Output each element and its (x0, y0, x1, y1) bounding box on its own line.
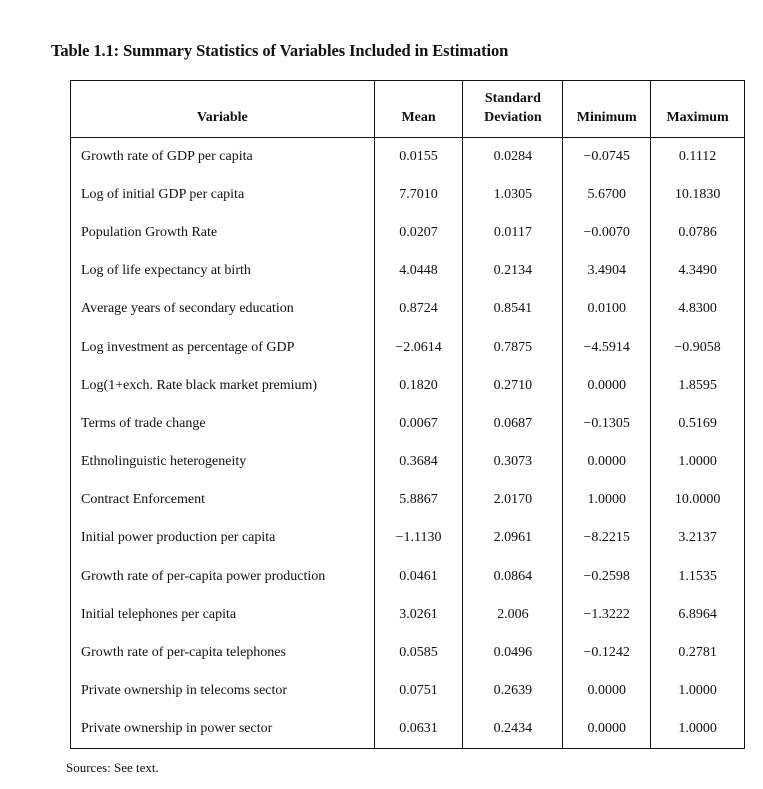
std-dev-cell: 0.0864 (463, 558, 563, 596)
mean-cell: 0.0461 (374, 558, 463, 596)
std-dev-cell: 0.2134 (463, 252, 563, 290)
variable-cell: Log investment as percentage of GDP (71, 328, 375, 366)
variable-cell: Private ownership in power sector (71, 710, 375, 748)
mean-cell: 0.0155 (374, 138, 463, 176)
maximum-cell: 1.0000 (651, 672, 745, 710)
table-row (71, 214, 745, 252)
std-dev-cell: 0.7875 (463, 328, 563, 366)
std-dev-cell: 0.8541 (463, 290, 563, 328)
table-row (71, 290, 745, 328)
variable-cell: Private ownership in telecoms sector (71, 672, 375, 710)
variable-cell: Log of life expectancy at birth (71, 252, 375, 290)
maximum-cell: 0.2781 (651, 634, 745, 672)
std-dev-cell: 0.0117 (463, 214, 563, 252)
maximum-cell: 3.2137 (651, 519, 745, 557)
variable-cell: Growth rate of GDP per capita (71, 138, 375, 176)
mean-cell: 0.0067 (374, 405, 463, 443)
mean-cell: 4.0448 (374, 252, 463, 290)
std-dev-cell: 2.0170 (463, 481, 563, 519)
table-row (71, 519, 745, 557)
maximum-cell: 4.8300 (651, 290, 745, 328)
mean-cell: 0.1820 (374, 367, 463, 405)
maximum-cell: 0.1112 (651, 138, 745, 176)
std-dev-cell: 0.0496 (463, 634, 563, 672)
minimum-cell: −1.3222 (563, 596, 651, 634)
table-row (71, 176, 745, 214)
minimum-cell: 0.0000 (563, 367, 651, 405)
std-dev-cell: 0.2639 (463, 672, 563, 710)
variable-cell: Contract Enforcement (71, 481, 375, 519)
mean-cell: 0.8724 (374, 290, 463, 328)
minimum-cell: 0.0000 (563, 710, 651, 748)
table-row (71, 634, 745, 672)
source-note: Sources: See text. (66, 760, 159, 775)
maximum-cell: 4.3490 (651, 252, 745, 290)
summary-statistics-table (70, 80, 745, 749)
maximum-cell: 10.1830 (651, 176, 745, 214)
minimum-cell: −0.1305 (563, 405, 651, 443)
maximum-cell: −0.9058 (651, 328, 745, 366)
mean-cell: −2.0614 (374, 328, 463, 366)
variable-cell: Terms of trade change (71, 405, 375, 443)
variable-cell: Initial power production per capita (71, 519, 375, 557)
minimum-cell: −8.2215 (563, 519, 651, 557)
maximum-cell: 1.8595 (651, 367, 745, 405)
table-title: Table 1.1: Summary Statistics of Variables Included in Estimation (51, 41, 509, 60)
table-row (71, 596, 745, 634)
minimum-cell: −0.1242 (563, 634, 651, 672)
mean-cell: 0.0631 (374, 710, 463, 748)
mean-cell: 7.7010 (374, 176, 463, 214)
minimum-cell: 5.6700 (563, 176, 651, 214)
minimum-cell: 1.0000 (563, 481, 651, 519)
variable-cell: Log(1+exch. Rate black market premium) (71, 367, 375, 405)
std-dev-cell: 1.0305 (463, 176, 563, 214)
table-row (71, 481, 745, 519)
variable-cell: Ethnolinguistic heterogeneity (71, 443, 375, 481)
mean-cell: 0.0585 (374, 634, 463, 672)
minimum-cell: −0.0745 (563, 138, 651, 176)
column-header-minimum: Minimum (563, 81, 651, 138)
variable-cell: Average years of secondary education (71, 290, 375, 328)
minimum-cell: −0.2598 (563, 558, 651, 596)
std-dev-cell: 0.0284 (463, 138, 563, 176)
minimum-cell: 0.0000 (563, 443, 651, 481)
minimum-cell: −0.0070 (563, 214, 651, 252)
variable-cell: Growth rate of per-capita power production (71, 558, 375, 596)
maximum-cell: 10.0000 (651, 481, 745, 519)
minimum-cell: 0.0100 (563, 290, 651, 328)
maximum-cell: 0.5169 (651, 405, 745, 443)
table-row (71, 405, 745, 443)
mean-cell: 3.0261 (374, 596, 463, 634)
std-dev-cell: 2.006 (463, 596, 563, 634)
maximum-cell: 1.1535 (651, 558, 745, 596)
column-header-maximum: Maximum (651, 81, 745, 138)
maximum-cell: 0.0786 (651, 214, 745, 252)
table-row (71, 558, 745, 596)
column-header-mean: Mean (374, 81, 463, 138)
maximum-cell: 6.8964 (651, 596, 745, 634)
table-row (71, 367, 745, 405)
table-row (71, 672, 745, 710)
table-row (71, 252, 745, 290)
minimum-cell: −4.5914 (563, 328, 651, 366)
mean-cell: 0.3684 (374, 443, 463, 481)
minimum-cell: 3.4904 (563, 252, 651, 290)
std-dev-cell: 0.2434 (463, 710, 563, 748)
header-row (71, 81, 745, 138)
variable-cell: Population Growth Rate (71, 214, 375, 252)
std-dev-cell: 0.0687 (463, 405, 563, 443)
std-dev-cell: 2.0961 (463, 519, 563, 557)
table-row (71, 710, 745, 748)
maximum-cell: 1.0000 (651, 443, 745, 481)
table-row (71, 138, 745, 176)
column-header-variable: Variable (71, 81, 375, 138)
table-row (71, 443, 745, 481)
table-row (71, 328, 745, 366)
std-dev-cell: 0.2710 (463, 367, 563, 405)
mean-cell: 0.0207 (374, 214, 463, 252)
mean-cell: 0.0751 (374, 672, 463, 710)
std-dev-cell: 0.3073 (463, 443, 563, 481)
column-header-std-dev: Standard Deviation (463, 81, 563, 138)
variable-cell: Log of initial GDP per capita (71, 176, 375, 214)
minimum-cell: 0.0000 (563, 672, 651, 710)
mean-cell: −1.1130 (374, 519, 463, 557)
maximum-cell: 1.0000 (651, 710, 745, 748)
variable-cell: Growth rate of per-capita telephones (71, 634, 375, 672)
variable-cell: Initial telephones per capita (71, 596, 375, 634)
mean-cell: 5.8867 (374, 481, 463, 519)
